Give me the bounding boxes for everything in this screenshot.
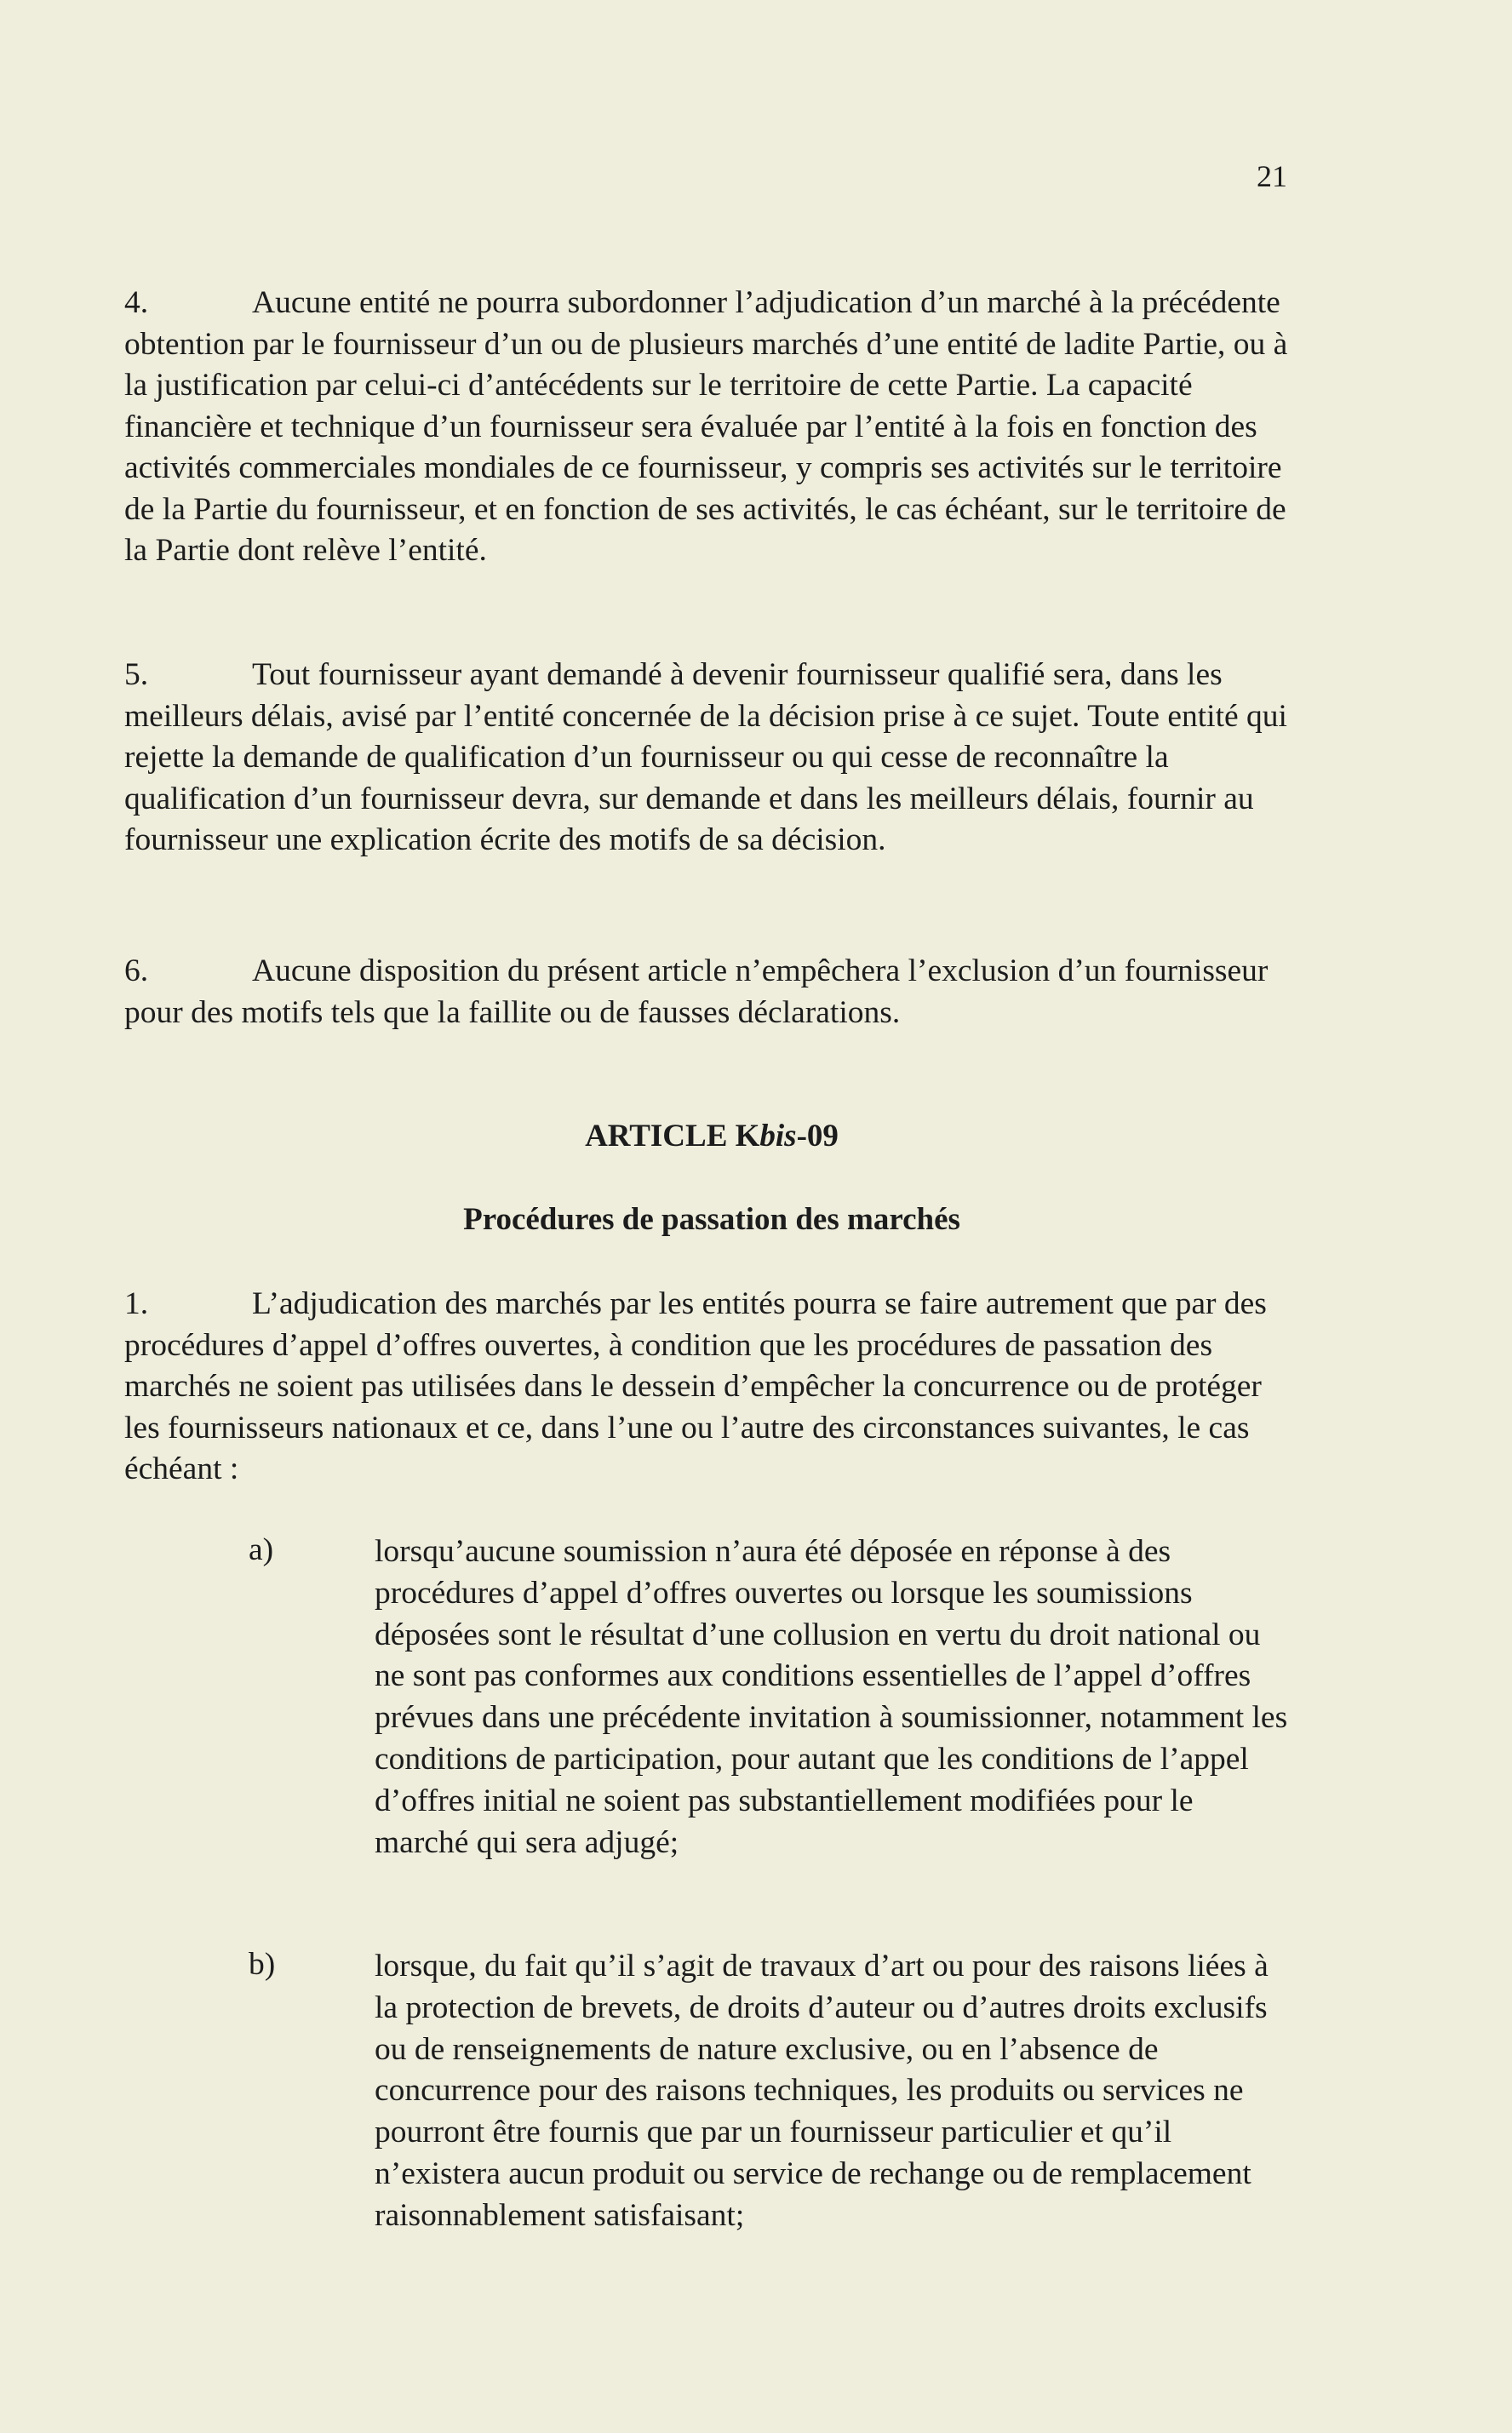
paragraph-number: 6. (124, 953, 149, 988)
page-number: 21 (1257, 159, 1287, 193)
item-text-b: lorsque, du fait qu’il s’agit de travaux d’art ou pour des raisons liées à la protection de brevets, de droits d’auteur ou d’autres droits exclusifs ou de renseignements de nature exclusive, ou en l’absence de concurrence pour des raisons techniques, les produits ou services ne pourront être fournis que par un fournisseur particulier et qu’il n’existera aucun produit ou service de rechange ou de remplacement raisonnablement satisfaisant; (375, 1949, 1269, 2233)
item-label-a: a) (249, 1532, 274, 1567)
item-text-a: lorsqu’aucune soumission n’aura été déposée en réponse à des procédures d’appel d’offres ouvertes ou lorsque les soumissions déposées sont le résultat d’une collusion en vertu du droit national ou ne sont pas conformes aux conditions essentielles de l’appel d’offres prévues dans une précédente invitation à soumissionner, notamment les conditions de participation, pour autant que les conditions de l’appel d’offres initial ne soient pas substantiellement modifiées pour le marché qui sera adjugé; (375, 1534, 1288, 1860)
article-prefix: ARTICLE K (585, 1119, 760, 1154)
paragraph-text: L’adjudication des marchés par les entités pourra se faire autrement que par des procédures d’appel d’offres ouvertes, à condition que les procédures de passation des marchés ne soient pas utilisées dans le dessein d’empêcher la concurrence ou de protéger les fournisseurs nationaux et ce, dans l’une ou l’autre des circonstances suivantes, le cas échéant : (124, 1286, 1267, 1486)
paragraph-number: 4. (124, 285, 149, 320)
paragraph-6 (124, 951, 1299, 1033)
item-label-b: b) (249, 1947, 276, 1982)
article-title: Procédures de passation des marchés (463, 1202, 960, 1237)
article-italic: bis (759, 1119, 797, 1154)
paragraph-5 (124, 655, 1299, 862)
paragraph-text: Tout fournisseur ayant demandé à devenir fournisseur qualifié sera, dans les meilleurs délais, avisé par l’entité concernée de la décision prise à ce sujet. Toute entité qui rejette la demande de qualification d’un fournisseur ou qui cesse de reconnaître la qualification d’un fournisseur devra, sur demande et dans les meilleurs délais, fournir au fournisseur une explication écrite des motifs de sa décision. (124, 657, 1287, 857)
paragraph-text: Aucune entité ne pourra subordonner l’adjudication d’un marché à la précédente obtention par le fournisseur d’un ou de plusieurs marchés d’une entité de ladite Partie, ou à la justification par celui-ci d’antécédents sur le territoire de cette Partie. La capacité financière et technique d’un fournisseur sera évaluée par l’entité à la fois en fonction des activités commerciales mondiales de ce fournisseur, y compris ses activités sur le territoire de la Partie du fournisseur, et en fonction de ses activités, le cas échéant, sur le territoire de la Partie dont relève l’entité. (124, 285, 1288, 568)
paragraph-4 (124, 283, 1299, 572)
article-paragraph-1 (124, 1284, 1299, 1491)
article-suffix: -09 (796, 1119, 839, 1154)
paragraph-number: 5. (124, 657, 149, 692)
article-heading (124, 1118, 1299, 1154)
paragraph-number: 1. (124, 1286, 149, 1321)
paragraph-text: Aucune disposition du présent article n’empêchera l’exclusion d’un fournisseur pour des motifs tels que la faillite ou de fausses déclarations. (124, 953, 1269, 1030)
